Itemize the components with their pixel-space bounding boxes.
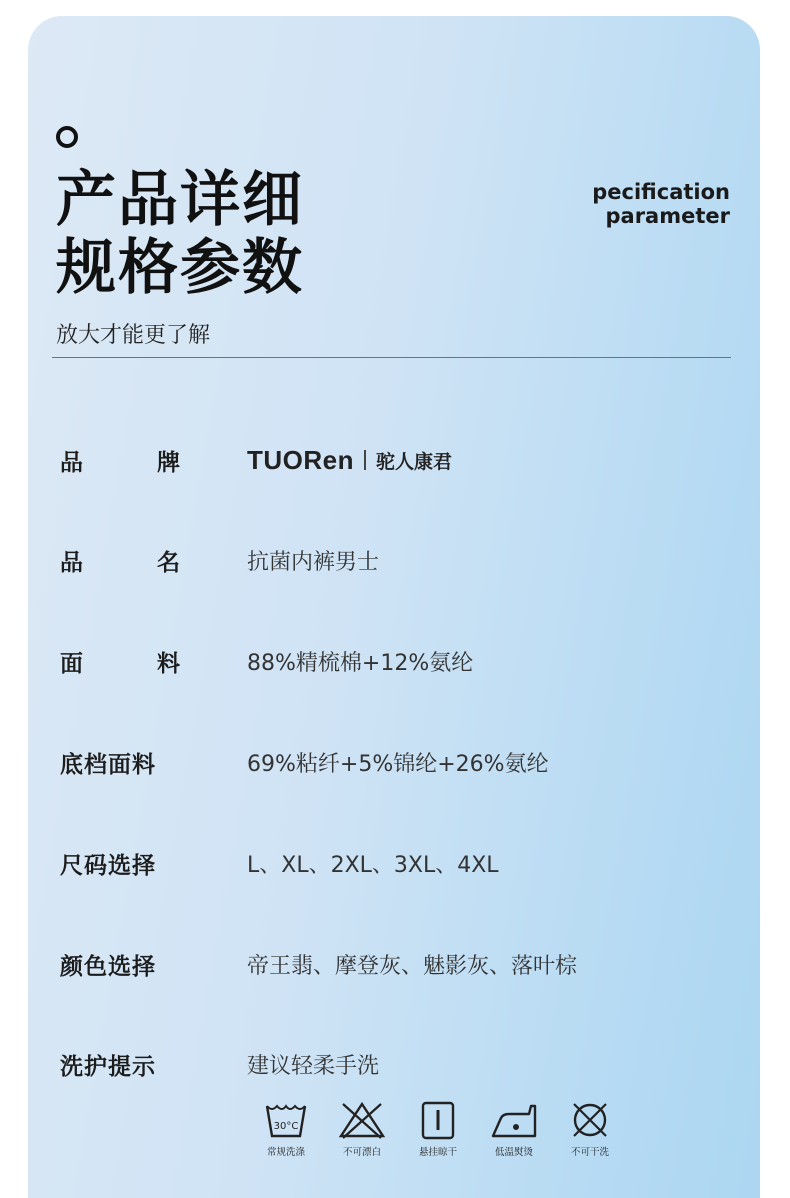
spec-row-sizes — [60, 843, 499, 883]
spec-value: 88%精梳棉+12%氨纶 — [247, 650, 474, 676]
spec-label-char: 牌 — [157, 449, 180, 476]
care-label: 常规洗涤 — [266, 1147, 305, 1158]
spec-label-char: 品 — [60, 549, 83, 576]
spec-label-char: 品 — [60, 449, 83, 476]
spec-row-crotch-fabric — [60, 742, 549, 782]
no-dry-clean-icon — [569, 1100, 611, 1140]
spec-row-brand — [60, 440, 453, 480]
care-label: 不可干洗 — [570, 1147, 609, 1158]
care-item — [400, 1100, 476, 1158]
brand-logo — [247, 445, 452, 476]
spec-row-colors — [60, 944, 578, 984]
spec-label — [60, 444, 180, 477]
page-title-line1: 产品详细 — [56, 165, 304, 235]
wash-temp-text: 30°C — [273, 1121, 299, 1132]
spec-label-char: 面 — [60, 650, 83, 677]
spec-row-name — [60, 540, 380, 580]
spec-label-char: 名 — [157, 549, 180, 576]
spec-value: 抗菌内裤男士 — [247, 549, 380, 575]
care-item — [324, 1100, 400, 1158]
spec-row-fabric — [60, 641, 474, 681]
low-iron-icon — [489, 1100, 539, 1140]
care-item — [476, 1100, 552, 1158]
spec-label — [60, 645, 180, 678]
hang-dry-icon — [418, 1100, 458, 1140]
brand-separator — [364, 450, 366, 470]
care-label: 悬挂晾干 — [418, 1147, 457, 1158]
wash-30c-icon — [263, 1100, 309, 1140]
spec-value: 69%粘纤+5%锦纶+26%氨纶 — [247, 751, 549, 777]
spec-label: 颜色选择 — [60, 953, 156, 980]
care-label: 低温熨烫 — [494, 1147, 533, 1158]
care-item — [552, 1100, 628, 1158]
spec-value: 帝王翡、摩登灰、魅影灰、落叶棕 — [247, 953, 578, 979]
brand-name-cn: 驼人康君 — [376, 450, 453, 473]
spec-value: 建议轻柔手洗 — [247, 1053, 380, 1079]
care-label: 不可漂白 — [342, 1147, 381, 1158]
spec-label — [60, 544, 180, 577]
page-title-line2: 规格参数 — [56, 233, 304, 303]
english-heading-line2: parameter — [605, 204, 730, 228]
spec-label: 底档面料 — [60, 751, 156, 778]
english-heading — [592, 180, 730, 228]
header-divider — [52, 357, 731, 358]
spec-value: L、XL、2XL、3XL、4XL — [247, 852, 499, 878]
no-bleach-icon — [337, 1100, 387, 1140]
care-icons — [248, 1100, 628, 1158]
spec-label-char: 料 — [157, 650, 180, 677]
spec-label: 洗护提示 — [60, 1053, 156, 1080]
english-heading-line1: pecification — [592, 180, 730, 204]
brand-name-en: TUORen — [247, 444, 354, 475]
care-item — [248, 1100, 324, 1158]
spec-row-care — [60, 1044, 380, 1084]
circle-marker-icon — [56, 126, 78, 148]
page-subtitle: 放大才能更了解 — [56, 323, 211, 348]
spec-label: 尺码选择 — [60, 852, 156, 879]
